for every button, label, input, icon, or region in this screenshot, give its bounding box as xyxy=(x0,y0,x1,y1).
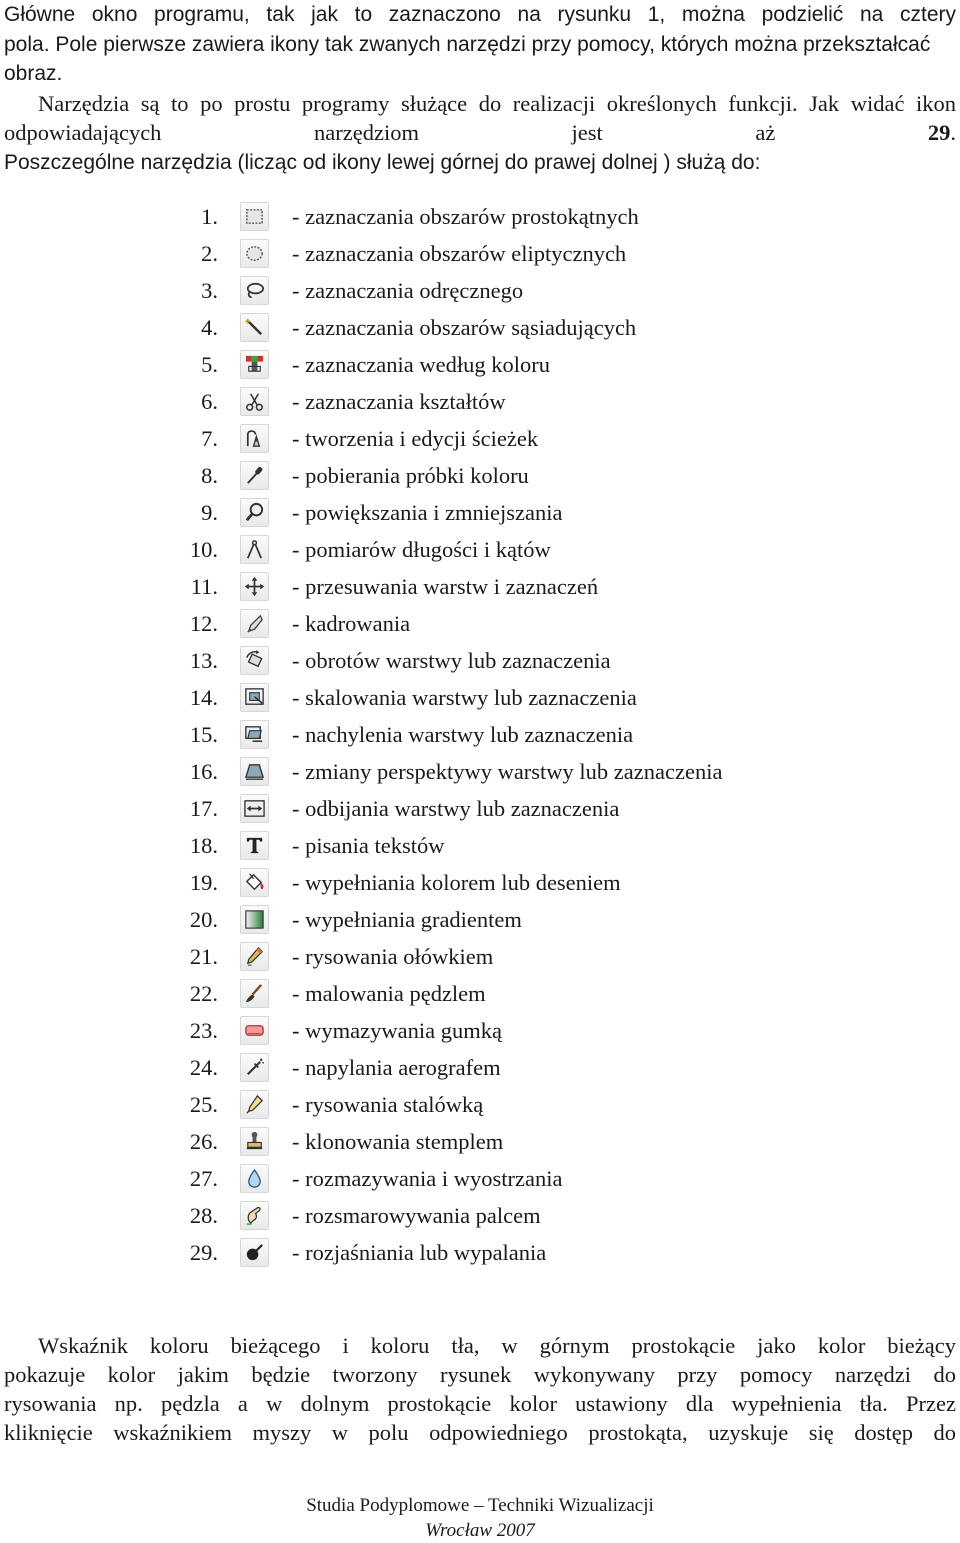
list-item xyxy=(0,1049,960,1086)
item-label: - napylania aerografem xyxy=(292,1055,501,1080)
item-label: - wymazywania gumką xyxy=(292,1018,502,1043)
item-number: 15. xyxy=(189,722,218,747)
item-label: - malowania pędzlem xyxy=(292,981,486,1006)
intro-line-3 xyxy=(4,89,956,148)
item-number: 29. xyxy=(189,1240,218,1265)
item-label: - zaznaczania obszarów sąsiadujących xyxy=(292,315,637,340)
item-number: 23. xyxy=(189,1018,218,1043)
list-item xyxy=(0,1012,960,1049)
smudge-icon xyxy=(240,1201,269,1230)
flip-icon xyxy=(240,794,269,823)
list-item xyxy=(0,975,960,1012)
list-item xyxy=(0,494,960,531)
item-number: 26. xyxy=(189,1129,218,1154)
item-label: - wypełniania kolorem lub deseniem xyxy=(292,870,621,895)
list-item xyxy=(0,938,960,975)
ink-icon xyxy=(240,1090,269,1119)
list-item xyxy=(0,198,960,235)
item-number: 5. xyxy=(201,352,218,377)
intro-paragraph xyxy=(4,0,956,177)
item-number: 20. xyxy=(189,907,218,932)
item-label: - zaznaczania obszarów prostokątnych xyxy=(292,204,639,229)
ellipse-select-icon xyxy=(240,239,269,268)
rect-select-icon xyxy=(240,202,269,231)
rotate-icon xyxy=(240,646,269,675)
item-number: 19. xyxy=(189,870,218,895)
scale-icon xyxy=(240,683,269,712)
item-number: 22. xyxy=(189,981,218,1006)
tool-count: 29 xyxy=(927,120,951,145)
item-number: 21. xyxy=(189,944,218,969)
outro-line-1: Wskaźnik koloru bieżącego i koloru tła, w górnym prostokącie jako kolor bieżący xyxy=(38,1333,956,1358)
item-label: - przesuwania warstw i zaznaczeń xyxy=(292,574,599,599)
paintbrush-icon xyxy=(240,979,269,1008)
paths-icon xyxy=(240,424,269,453)
item-number: 27. xyxy=(189,1166,218,1191)
item-label: - rysowania stalówką xyxy=(292,1092,484,1117)
item-label: - zmiany perspektywy warstwy lub zaznaczenia xyxy=(292,759,723,784)
item-label: - rozmazywania i wyostrzania xyxy=(292,1166,563,1191)
item-number: 8. xyxy=(201,463,218,488)
move-icon xyxy=(240,572,269,601)
list-item xyxy=(0,901,960,938)
list-item xyxy=(0,309,960,346)
blur-sharpen-icon xyxy=(240,1164,269,1193)
airbrush-icon xyxy=(240,1053,269,1082)
gradient-icon xyxy=(240,905,269,934)
item-number: 4. xyxy=(201,315,218,340)
item-number: 17. xyxy=(189,796,218,821)
item-label: - rozsmarowywania palcem xyxy=(292,1203,541,1228)
item-label: - skalowania warstwy lub zaznaczenia xyxy=(292,685,637,710)
list-item xyxy=(0,383,960,420)
list-item xyxy=(0,1160,960,1197)
item-label: - zaznaczania według koloru xyxy=(292,352,550,377)
bucket-fill-icon xyxy=(240,868,269,897)
list-item xyxy=(0,531,960,568)
dodge-burn-icon xyxy=(240,1238,269,1267)
item-number: 3. xyxy=(201,278,218,303)
eraser-icon xyxy=(240,1016,269,1045)
magic-wand-icon xyxy=(240,313,269,342)
list-item xyxy=(0,790,960,827)
item-number: 13. xyxy=(189,648,218,673)
list-item xyxy=(0,827,960,864)
scissors-icon xyxy=(240,387,269,416)
item-number: 2. xyxy=(201,241,218,266)
item-label: - powiększania i zmniejszania xyxy=(292,500,563,525)
list-item xyxy=(0,420,960,457)
item-label: - pisania tekstów xyxy=(292,833,445,858)
intro-line-1: Główne okno programu, tak jak to zaznaczono na rysunku 1, można podzielić na cztery xyxy=(4,3,956,26)
select-by-color-icon xyxy=(240,350,269,379)
list-item xyxy=(0,272,960,309)
outro-line-2: pokazuje kolor jakim będzie tworzony rysunek wykonywany przy pomocy narzędzi do xyxy=(4,1362,956,1387)
item-label: - odbijania warstwy lub zaznaczenia xyxy=(292,796,620,821)
item-number: 11. xyxy=(190,574,218,599)
zoom-icon xyxy=(240,498,269,527)
intro-line-3-end: . xyxy=(950,120,956,145)
list-item xyxy=(0,568,960,605)
list-item xyxy=(0,1086,960,1123)
footer-place-year: Wrocław 2007 xyxy=(425,1520,535,1541)
list-item xyxy=(0,642,960,679)
outro-line-3: rysowania np. pędzla a w dolnym prostokącie kolor ustawiony dla wypełnienia tła. Przez xyxy=(4,1391,956,1416)
measure-icon xyxy=(240,535,269,564)
item-number: 18. xyxy=(189,833,218,858)
pencil-icon xyxy=(240,942,269,971)
item-label: - pobierania próbki koloru xyxy=(292,463,529,488)
list-item xyxy=(0,753,960,790)
item-label: - zaznaczania kształtów xyxy=(292,389,506,414)
item-number: 7. xyxy=(201,426,218,451)
list-item xyxy=(0,1197,960,1234)
item-label: - zaznaczania obszarów eliptycznych xyxy=(292,241,627,266)
item-label: - obrotów warstwy lub zaznaczenia xyxy=(292,648,611,673)
item-number: 12. xyxy=(189,611,218,636)
item-label: - rozjaśniania lub wypalania xyxy=(292,1240,547,1265)
intro-line-4: Poszczególne narzędzia (licząc od ikony lewej górnej do prawej dolnej ) służą do: xyxy=(4,150,761,174)
perspective-icon xyxy=(240,757,269,786)
list-item xyxy=(0,235,960,272)
item-number: 28. xyxy=(189,1203,218,1228)
item-number: 9. xyxy=(201,500,218,525)
list-item xyxy=(0,1234,960,1271)
item-number: 6. xyxy=(201,389,218,414)
item-label: - kadrowania xyxy=(292,611,411,636)
list-item xyxy=(0,346,960,383)
crop-icon xyxy=(240,609,269,638)
list-item xyxy=(0,716,960,753)
outro-line-4: kliknięcie wskaźnikiem myszy w polu odpowiedniego prostokąta, uzyskuje się dostęp do xyxy=(4,1420,956,1445)
list-item xyxy=(0,605,960,642)
list-item xyxy=(0,457,960,494)
item-number: 25. xyxy=(189,1092,218,1117)
list-item xyxy=(0,864,960,901)
footer-course: Studia Podyplomowe – Techniki Wizualizacji xyxy=(306,1495,654,1516)
item-number: 10. xyxy=(189,537,218,562)
item-label: - zaznaczania odręcznego xyxy=(292,278,524,303)
item-number: 14. xyxy=(189,685,218,710)
lasso-icon xyxy=(240,276,269,305)
intro-line-2: pola. Pole pierwsze zawiera ikony tak zwanych narzędzi przy pomocy, których można przekształcać obraz. xyxy=(4,32,931,85)
text-icon xyxy=(240,831,269,860)
outro-paragraph xyxy=(4,1331,956,1447)
color-picker-icon xyxy=(240,461,269,490)
item-number: 1. xyxy=(201,204,218,229)
intro-line-3-text: Narzędzia są to po prostu programy służące do realizacji określonych funkcji. Jak widać ikon odpowiadających narzędziom jest aż xyxy=(4,90,956,145)
item-label: - klonowania stemplem xyxy=(292,1129,504,1154)
shear-icon xyxy=(240,720,269,749)
item-number: 24. xyxy=(189,1055,218,1080)
page-footer xyxy=(0,1493,960,1543)
list-item xyxy=(0,679,960,716)
list-item xyxy=(0,1123,960,1160)
tool-list xyxy=(0,198,960,1271)
item-label: - rysowania ołówkiem xyxy=(292,944,494,969)
item-label: - tworzenia i edycji ścieżek xyxy=(292,426,539,451)
item-number: 16. xyxy=(189,759,218,784)
clone-icon xyxy=(240,1127,269,1156)
item-label: - pomiarów długości i kątów xyxy=(292,537,551,562)
item-label: - wypełniania gradientem xyxy=(292,907,522,932)
item-label: - nachylenia warstwy lub zaznaczenia xyxy=(292,722,634,747)
